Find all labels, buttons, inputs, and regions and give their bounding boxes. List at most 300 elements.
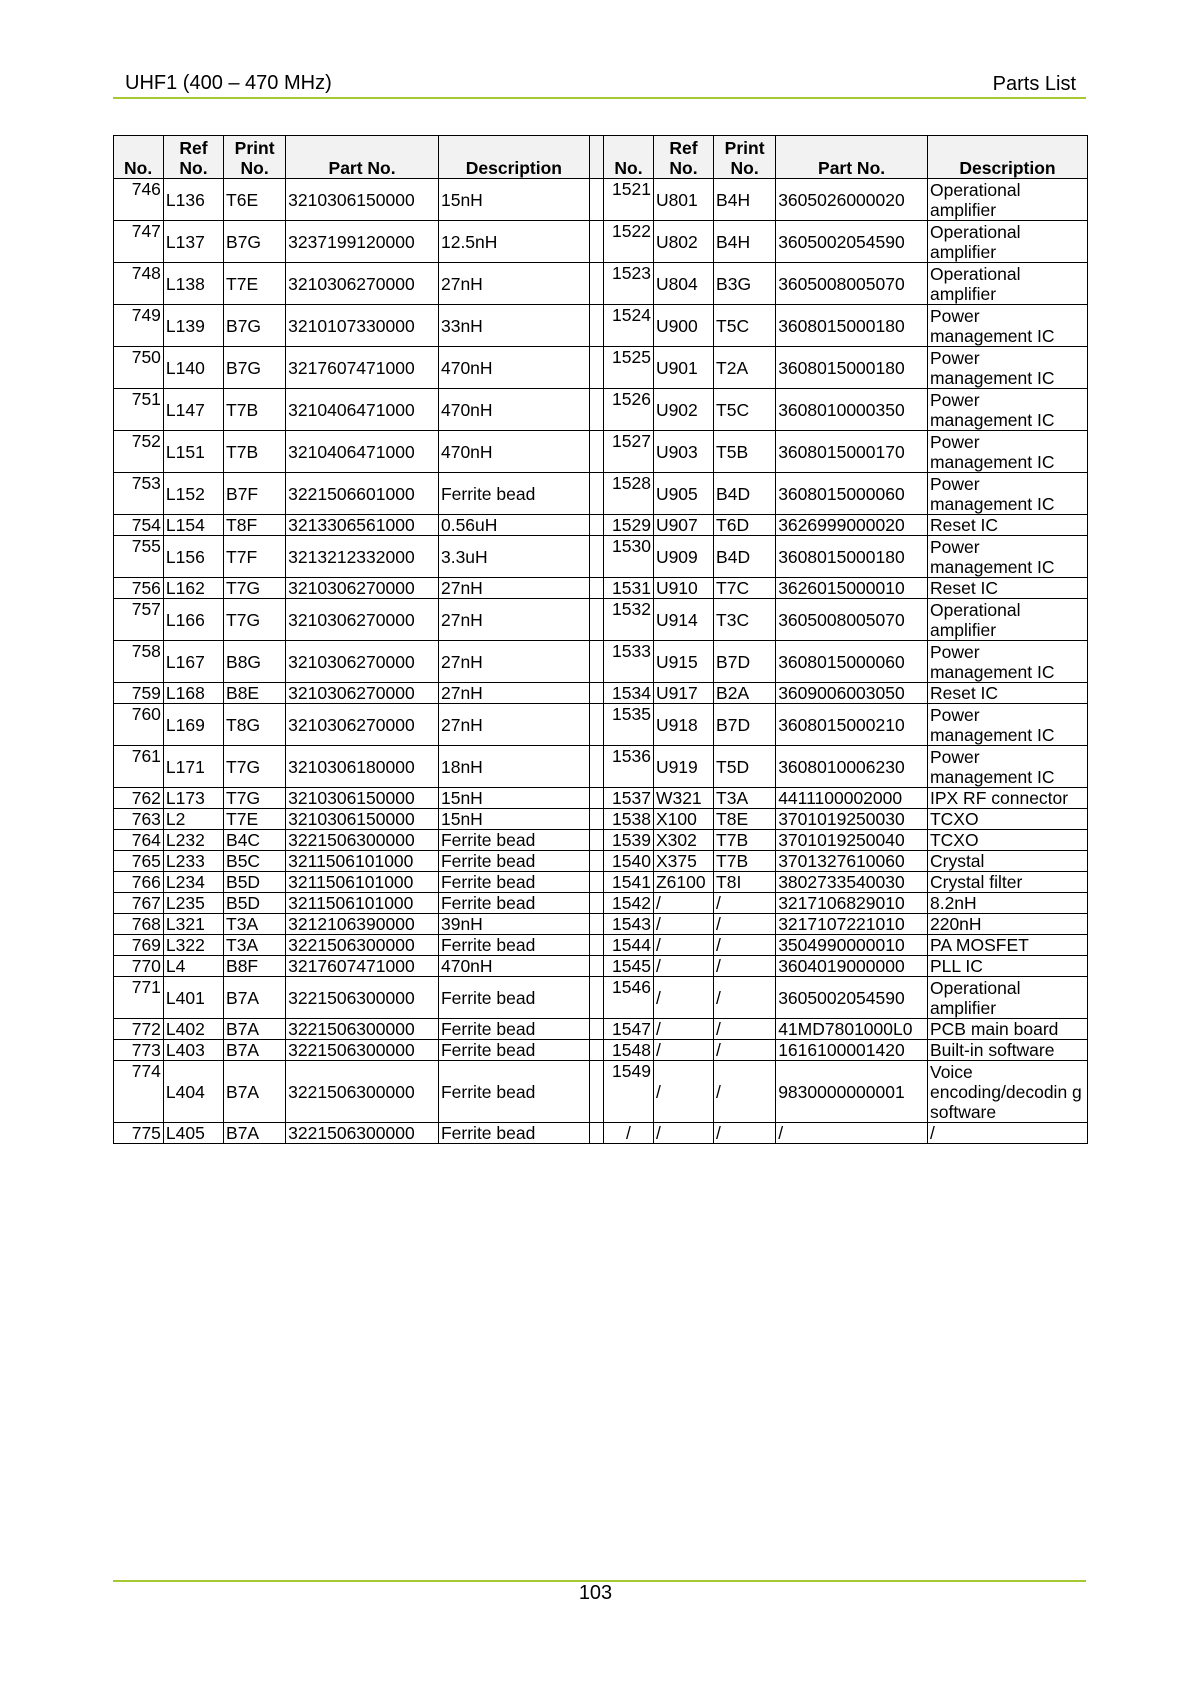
cell-ref-no: U919 <box>653 746 713 788</box>
cell-print-no: B7D <box>714 641 776 683</box>
cell-part-no: 3605002054590 <box>776 977 928 1019</box>
cell-part-no: 3210406471000 <box>286 389 439 431</box>
cell-ref-no: U910 <box>653 578 713 599</box>
cell-part-no: 3210306270000 <box>286 263 439 305</box>
cell-no: 762 <box>114 788 164 809</box>
cell-no: 1521 <box>604 179 654 221</box>
cell-part-no: 3608015000180 <box>776 305 928 347</box>
cell-part-no: 3605008005070 <box>776 263 928 305</box>
cell-description: 8.2nH <box>927 893 1087 914</box>
cell-ref-no: L402 <box>163 1019 223 1040</box>
cell-part-no: 1616100001420 <box>776 1040 928 1061</box>
cell-print-no: B8G <box>224 641 286 683</box>
column-separator <box>589 977 603 1019</box>
cell-part-no: 3608015000180 <box>776 347 928 389</box>
cell-print-no: B5C <box>224 851 286 872</box>
header-print-no: Print No. <box>224 136 286 179</box>
cell-description: Operational amplifier <box>927 599 1087 641</box>
cell-description: Operational amplifier <box>927 179 1087 221</box>
column-separator <box>589 1040 603 1061</box>
cell-print-no: / <box>714 935 776 956</box>
cell-ref-no: L401 <box>163 977 223 1019</box>
table-row <box>114 347 1088 389</box>
cell-print-no: B7G <box>224 221 286 263</box>
cell-no: 1534 <box>604 683 654 704</box>
page-header <box>113 66 1086 98</box>
header-no: No. <box>114 136 164 179</box>
cell-ref-no: L322 <box>163 935 223 956</box>
cell-description: Ferrite bead <box>438 977 589 1019</box>
cell-part-no: 3211506101000 <box>286 893 439 914</box>
cell-part-no: 3605002054590 <box>776 221 928 263</box>
column-separator <box>589 914 603 935</box>
cell-part-no: 3608010006230 <box>776 746 928 788</box>
cell-ref-no: U918 <box>653 704 713 746</box>
cell-ref-no: L404 <box>163 1061 223 1123</box>
cell-part-no: 3221506300000 <box>286 830 439 851</box>
cell-no: 754 <box>114 515 164 536</box>
cell-print-no: B7A <box>224 1123 286 1144</box>
cell-description: Ferrite bead <box>438 1061 589 1123</box>
cell-description: 27nH <box>438 263 589 305</box>
cell-no: 1533 <box>604 641 654 683</box>
cell-no: 1528 <box>604 473 654 515</box>
cell-ref-no: U901 <box>653 347 713 389</box>
column-separator <box>589 956 603 977</box>
cell-description: 3.3uH <box>438 536 589 578</box>
cell-part-no: 3701019250040 <box>776 830 928 851</box>
cell-part-no: 3221506300000 <box>286 935 439 956</box>
table-row <box>114 788 1088 809</box>
cell-part-no: 3217607471000 <box>286 347 439 389</box>
cell-part-no: 3217106829010 <box>776 893 928 914</box>
cell-part-no: 3210306270000 <box>286 641 439 683</box>
cell-print-no: B4C <box>224 830 286 851</box>
table-row <box>114 704 1088 746</box>
table-row <box>114 935 1088 956</box>
cell-ref-no: Z6100 <box>653 872 713 893</box>
cell-description: Power management IC <box>927 641 1087 683</box>
table-row <box>114 578 1088 599</box>
cell-no: 770 <box>114 956 164 977</box>
cell-no: 1537 <box>604 788 654 809</box>
cell-ref-no: U914 <box>653 599 713 641</box>
cell-description: 12.5nH <box>438 221 589 263</box>
cell-description: 27nH <box>438 578 589 599</box>
header-description: Description <box>438 136 589 179</box>
cell-part-no: 3802733540030 <box>776 872 928 893</box>
cell-no: 1522 <box>604 221 654 263</box>
table-row <box>114 851 1088 872</box>
cell-description: Power management IC <box>927 347 1087 389</box>
cell-ref-no: U902 <box>653 389 713 431</box>
column-separator <box>589 872 603 893</box>
cell-print-no: / <box>714 977 776 1019</box>
cell-print-no: B5D <box>224 893 286 914</box>
column-separator <box>589 1123 603 1144</box>
header-print-no: Print No. <box>714 136 776 179</box>
cell-ref-no: L137 <box>163 221 223 263</box>
column-separator <box>589 305 603 347</box>
cell-part-no: 3626999000020 <box>776 515 928 536</box>
cell-description: Reset IC <box>927 578 1087 599</box>
column-separator <box>589 221 603 263</box>
cell-print-no: / <box>714 956 776 977</box>
column-separator <box>589 704 603 746</box>
cell-description: Power management IC <box>927 305 1087 347</box>
cell-no: 1526 <box>604 389 654 431</box>
cell-ref-no: / <box>653 893 713 914</box>
cell-part-no: 3210107330000 <box>286 305 439 347</box>
cell-part-no: 3608015000060 <box>776 473 928 515</box>
cell-no: 747 <box>114 221 164 263</box>
cell-description: 39nH <box>438 914 589 935</box>
header-ref-no: Ref No. <box>653 136 713 179</box>
cell-no: 752 <box>114 431 164 473</box>
cell-part-no: 3608015000170 <box>776 431 928 473</box>
cell-ref-no: U907 <box>653 515 713 536</box>
cell-description: Power management IC <box>927 431 1087 473</box>
cell-description: 470nH <box>438 431 589 473</box>
header-rule <box>113 97 1086 99</box>
cell-print-no: T3C <box>714 599 776 641</box>
cell-description: Ferrite bead <box>438 935 589 956</box>
cell-part-no: 3221506300000 <box>286 1040 439 1061</box>
cell-print-no: T5C <box>714 389 776 431</box>
cell-no: 765 <box>114 851 164 872</box>
cell-description: Operational amplifier <box>927 221 1087 263</box>
cell-print-no: T7G <box>224 746 286 788</box>
cell-ref-no: L232 <box>163 830 223 851</box>
cell-part-no: 3604019000000 <box>776 956 928 977</box>
cell-print-no: T7E <box>224 809 286 830</box>
cell-description: 27nH <box>438 599 589 641</box>
cell-no: 753 <box>114 473 164 515</box>
header-no: No. <box>604 136 654 179</box>
cell-print-no: B5D <box>224 872 286 893</box>
cell-print-no: T7C <box>714 578 776 599</box>
cell-part-no: 3221506300000 <box>286 977 439 1019</box>
cell-no: 771 <box>114 977 164 1019</box>
column-separator <box>589 599 603 641</box>
table-row <box>114 809 1088 830</box>
cell-ref-no: L4 <box>163 956 223 977</box>
column-separator <box>589 809 603 830</box>
cell-description: Reset IC <box>927 683 1087 704</box>
cell-part-no: 3212106390000 <box>286 914 439 935</box>
cell-ref-no: / <box>653 977 713 1019</box>
cell-part-no: 3210306270000 <box>286 599 439 641</box>
cell-ref-no: L154 <box>163 515 223 536</box>
cell-description: Ferrite bead <box>438 473 589 515</box>
table-row <box>114 599 1088 641</box>
parts-table-body <box>114 179 1088 1144</box>
cell-no: 756 <box>114 578 164 599</box>
cell-print-no: T8G <box>224 704 286 746</box>
cell-print-no: B8E <box>224 683 286 704</box>
cell-description: Power management IC <box>927 473 1087 515</box>
cell-ref-no: L235 <box>163 893 223 914</box>
cell-print-no: / <box>714 1123 776 1144</box>
cell-print-no: B7D <box>714 704 776 746</box>
table-row <box>114 1019 1088 1040</box>
cell-print-no: B7A <box>224 1040 286 1061</box>
cell-ref-no: / <box>653 956 713 977</box>
cell-description: Ferrite bead <box>438 851 589 872</box>
column-separator <box>589 536 603 578</box>
cell-ref-no: U804 <box>653 263 713 305</box>
cell-description: 15nH <box>438 809 589 830</box>
cell-part-no: 3626015000010 <box>776 578 928 599</box>
table-row <box>114 893 1088 914</box>
cell-print-no: B7A <box>224 977 286 1019</box>
cell-part-no: 3237199120000 <box>286 221 439 263</box>
cell-part-no: 3213306561000 <box>286 515 439 536</box>
cell-print-no: / <box>714 893 776 914</box>
cell-ref-no: / <box>653 914 713 935</box>
cell-print-no: T7B <box>714 830 776 851</box>
table-row <box>114 221 1088 263</box>
cell-part-no: 3210306150000 <box>286 788 439 809</box>
column-separator <box>589 389 603 431</box>
column-separator <box>589 830 603 851</box>
cell-ref-no: / <box>653 1040 713 1061</box>
cell-ref-no: L162 <box>163 578 223 599</box>
cell-ref-no: L2 <box>163 809 223 830</box>
cell-print-no: B7A <box>224 1061 286 1123</box>
cell-no: 755 <box>114 536 164 578</box>
cell-print-no: B7G <box>224 305 286 347</box>
cell-no: 1538 <box>604 809 654 830</box>
cell-description: 0.56uH <box>438 515 589 536</box>
cell-part-no: 3608015000060 <box>776 641 928 683</box>
cell-ref-no: L321 <box>163 914 223 935</box>
cell-print-no: B4D <box>714 473 776 515</box>
table-row <box>114 473 1088 515</box>
cell-part-no: 3221506300000 <box>286 1061 439 1123</box>
column-separator <box>589 1019 603 1040</box>
cell-print-no: T5D <box>714 746 776 788</box>
cell-print-no: T6E <box>224 179 286 221</box>
cell-description: PLL IC <box>927 956 1087 977</box>
cell-description: Power management IC <box>927 704 1087 746</box>
cell-description: Power management IC <box>927 536 1087 578</box>
header-part-no: Part No. <box>286 136 439 179</box>
cell-ref-no: L156 <box>163 536 223 578</box>
table-row <box>114 683 1088 704</box>
cell-no: 1532 <box>604 599 654 641</box>
cell-part-no: 4411100002000 <box>776 788 928 809</box>
cell-no: 1542 <box>604 893 654 914</box>
cell-part-no: 3221506300000 <box>286 1019 439 1040</box>
cell-ref-no: X375 <box>653 851 713 872</box>
table-row <box>114 746 1088 788</box>
cell-no: 766 <box>114 872 164 893</box>
column-separator <box>589 935 603 956</box>
cell-print-no: / <box>714 1019 776 1040</box>
cell-description: Power management IC <box>927 746 1087 788</box>
cell-ref-no: L152 <box>163 473 223 515</box>
cell-part-no: 3221506300000 <box>286 1123 439 1144</box>
cell-part-no: 3605026000020 <box>776 179 928 221</box>
cell-part-no: 3221506601000 <box>286 473 439 515</box>
column-separator <box>589 1061 603 1123</box>
cell-description: Ferrite bead <box>438 872 589 893</box>
cell-part-no: 3210306270000 <box>286 704 439 746</box>
cell-ref-no: L405 <box>163 1123 223 1144</box>
cell-ref-no: / <box>653 1019 713 1040</box>
cell-description: PA MOSFET <box>927 935 1087 956</box>
cell-no: 751 <box>114 389 164 431</box>
cell-part-no: 3210306180000 <box>286 746 439 788</box>
cell-ref-no: U915 <box>653 641 713 683</box>
cell-no: 1541 <box>604 872 654 893</box>
cell-no: 1525 <box>604 347 654 389</box>
cell-no: 1524 <box>604 305 654 347</box>
table-row <box>114 431 1088 473</box>
cell-ref-no: L140 <box>163 347 223 389</box>
cell-no: 772 <box>114 1019 164 1040</box>
cell-no: 769 <box>114 935 164 956</box>
cell-ref-no: U801 <box>653 179 713 221</box>
column-separator <box>589 641 603 683</box>
cell-no: 775 <box>114 1123 164 1144</box>
table-row <box>114 536 1088 578</box>
table-row <box>114 179 1088 221</box>
cell-print-no: T8F <box>224 515 286 536</box>
cell-ref-no: L173 <box>163 788 223 809</box>
cell-part-no: / <box>776 1123 928 1144</box>
cell-description: Reset IC <box>927 515 1087 536</box>
cell-no: 750 <box>114 347 164 389</box>
cell-description: Ferrite bead <box>438 1040 589 1061</box>
cell-description: 220nH <box>927 914 1087 935</box>
cell-part-no: 3211506101000 <box>286 872 439 893</box>
cell-description: 18nH <box>438 746 589 788</box>
cell-part-no: 3217107221010 <box>776 914 928 935</box>
cell-part-no: 3217607471000 <box>286 956 439 977</box>
cell-description: TCXO <box>927 830 1087 851</box>
cell-print-no: B4D <box>714 536 776 578</box>
cell-description: Ferrite bead <box>438 1123 589 1144</box>
cell-description: Ferrite bead <box>438 1019 589 1040</box>
cell-print-no: T7G <box>224 578 286 599</box>
cell-print-no: T3A <box>224 914 286 935</box>
cell-part-no: 3605008005070 <box>776 599 928 641</box>
cell-no: / <box>604 1123 654 1144</box>
column-separator <box>589 179 603 221</box>
cell-print-no: / <box>714 1040 776 1061</box>
cell-no: 767 <box>114 893 164 914</box>
cell-print-no: / <box>714 914 776 935</box>
cell-no: 758 <box>114 641 164 683</box>
cell-no: 1527 <box>604 431 654 473</box>
cell-ref-no: W321 <box>653 788 713 809</box>
cell-description: 27nH <box>438 641 589 683</box>
cell-print-no: T8I <box>714 872 776 893</box>
cell-no: 1531 <box>604 578 654 599</box>
cell-no: 757 <box>114 599 164 641</box>
cell-ref-no: L403 <box>163 1040 223 1061</box>
table-row <box>114 1040 1088 1061</box>
cell-description: / <box>927 1123 1087 1144</box>
cell-print-no: T7B <box>224 431 286 473</box>
column-separator <box>589 893 603 914</box>
cell-print-no: B4H <box>714 221 776 263</box>
cell-print-no: B4H <box>714 179 776 221</box>
cell-ref-no: X302 <box>653 830 713 851</box>
cell-part-no: 3504990000010 <box>776 935 928 956</box>
cell-print-no: T2A <box>714 347 776 389</box>
cell-no: 763 <box>114 809 164 830</box>
cell-print-no: T6D <box>714 515 776 536</box>
cell-ref-no: / <box>653 1061 713 1123</box>
cell-description: Operational amplifier <box>927 263 1087 305</box>
cell-no: 1548 <box>604 1040 654 1061</box>
cell-print-no: T7B <box>714 851 776 872</box>
cell-ref-no: U900 <box>653 305 713 347</box>
table-row <box>114 263 1088 305</box>
cell-description: Crystal <box>927 851 1087 872</box>
section-title: Parts List <box>992 73 1076 95</box>
cell-print-no: B3G <box>714 263 776 305</box>
cell-no: 1530 <box>604 536 654 578</box>
cell-part-no: 3210306150000 <box>286 809 439 830</box>
cell-ref-no: L136 <box>163 179 223 221</box>
cell-no: 759 <box>114 683 164 704</box>
cell-ref-no: U909 <box>653 536 713 578</box>
table-row <box>114 1123 1088 1144</box>
cell-no: 773 <box>114 1040 164 1061</box>
cell-no: 746 <box>114 179 164 221</box>
cell-print-no: T7B <box>224 389 286 431</box>
cell-print-no: B8F <box>224 956 286 977</box>
cell-part-no: 9830000000001 <box>776 1061 928 1123</box>
table-row <box>114 977 1088 1019</box>
cell-ref-no: X100 <box>653 809 713 830</box>
cell-description: 33nH <box>438 305 589 347</box>
column-separator <box>589 136 603 179</box>
cell-print-no: / <box>714 1061 776 1123</box>
cell-print-no: T3A <box>224 935 286 956</box>
cell-no: 749 <box>114 305 164 347</box>
header-description: Description <box>927 136 1087 179</box>
cell-part-no: 3210306270000 <box>286 578 439 599</box>
cell-no: 1535 <box>604 704 654 746</box>
cell-description: 27nH <box>438 704 589 746</box>
column-separator <box>589 515 603 536</box>
cell-print-no: B2A <box>714 683 776 704</box>
cell-description: 15nH <box>438 179 589 221</box>
cell-part-no: 3701327610060 <box>776 851 928 872</box>
cell-part-no: 3608010000350 <box>776 389 928 431</box>
cell-part-no: 3608015000180 <box>776 536 928 578</box>
table-row <box>114 515 1088 536</box>
cell-part-no: 3213212332000 <box>286 536 439 578</box>
cell-no: 1539 <box>604 830 654 851</box>
cell-print-no: T7G <box>224 788 286 809</box>
cell-ref-no: L139 <box>163 305 223 347</box>
cell-part-no: 3210406471000 <box>286 431 439 473</box>
cell-ref-no: L169 <box>163 704 223 746</box>
column-separator <box>589 788 603 809</box>
table-row <box>114 305 1088 347</box>
cell-no: 764 <box>114 830 164 851</box>
column-separator <box>589 851 603 872</box>
cell-print-no: T7E <box>224 263 286 305</box>
cell-ref-no: U917 <box>653 683 713 704</box>
cell-no: 1549 <box>604 1061 654 1123</box>
